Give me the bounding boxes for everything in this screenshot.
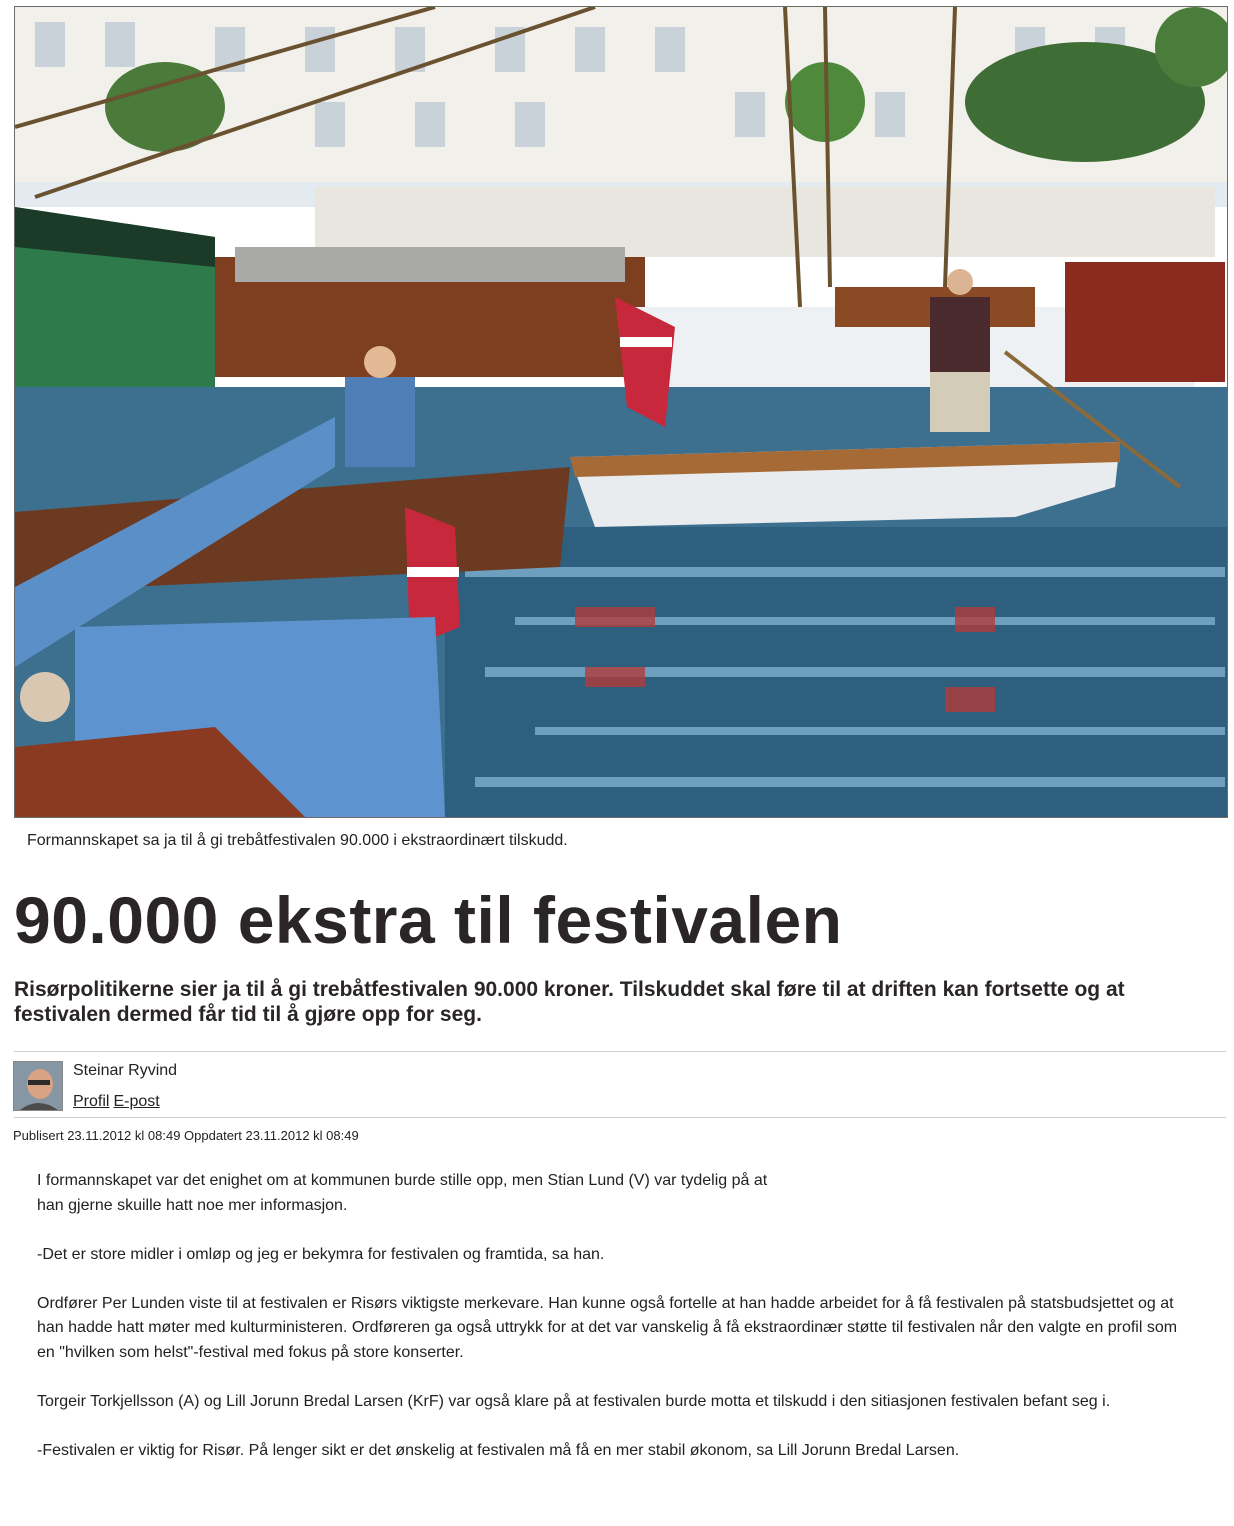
divider-top	[14, 1051, 1226, 1052]
body-paragraph: -Festivalen er viktig for Risør. På lenger sikt er det ønskelig at festivalen må få en mer stabil økonom, sa Lill Jorunn Bredal Larsen.	[37, 1441, 960, 1459]
body-paragraph: Torgeir Torkjellsson (A) og Lill Jorunn Bredal Larsen (KrF) var også klare på at festivalen burde motta et tilskudd i den sitiasjonen festivalen befant seg i.	[37, 1392, 1111, 1410]
body-paragraph: -Det er store midler i omløp og jeg er bekymra for festivalen og framtida, sa han.	[37, 1245, 605, 1263]
body-paragraph: Ordfører Per Lunden viste til at festivalen er Risørs viktigste merkevare. Han kunne også fortelle at han hadde arbeidet for å få festivalen på statsbudsjettet og at han hadde hatt møter med kulturministeren. Ordføreren ga også uttrykk for at det var vanskelig å få ekstraordinær støtte til festivalen når den valgte en profil som en "hvilken som helst"-festival med fokus på store konserter.	[37, 1294, 1178, 1361]
author-profile-link[interactable]: Profil	[73, 1093, 110, 1110]
publish-info: Publisert 23.11.2012 kl 08:49 Oppdatert 23.11.2012 kl 08:49	[13, 1128, 359, 1143]
photo-caption: Formannskapet sa ja til å gi trebåtfestivalen 90.000 i ekstraordinært tilskudd.	[27, 832, 568, 849]
divider-bottom	[14, 1117, 1226, 1118]
author-avatar	[13, 1061, 63, 1111]
author-links	[73, 1093, 164, 1111]
article-headline: 90.000 ekstra til festivalen	[14, 883, 843, 957]
author-email-link[interactable]: E-post	[113, 1093, 160, 1110]
harbour-photo-icon	[15, 7, 1227, 817]
article-body	[37, 1169, 1197, 1488]
article-lead: Risørpolitikerne sier ja til å gi trebåtfestivalen 90.000 kroner. Tilskuddet skal føre til at driften kan fortsette og at festivalen dermed får tid til å gjøre opp for seg.	[14, 978, 1125, 1026]
body-paragraph: I formannskapet var det enighet om at kommunen burde stille opp, men Stian Lund (V) var tydelig på at han gjerne skuille hatt noe mer informasjon.	[37, 1172, 768, 1214]
author-name: Steinar Ryvind	[73, 1062, 178, 1079]
article-photo	[14, 6, 1228, 818]
author-photo-icon	[14, 1062, 62, 1110]
